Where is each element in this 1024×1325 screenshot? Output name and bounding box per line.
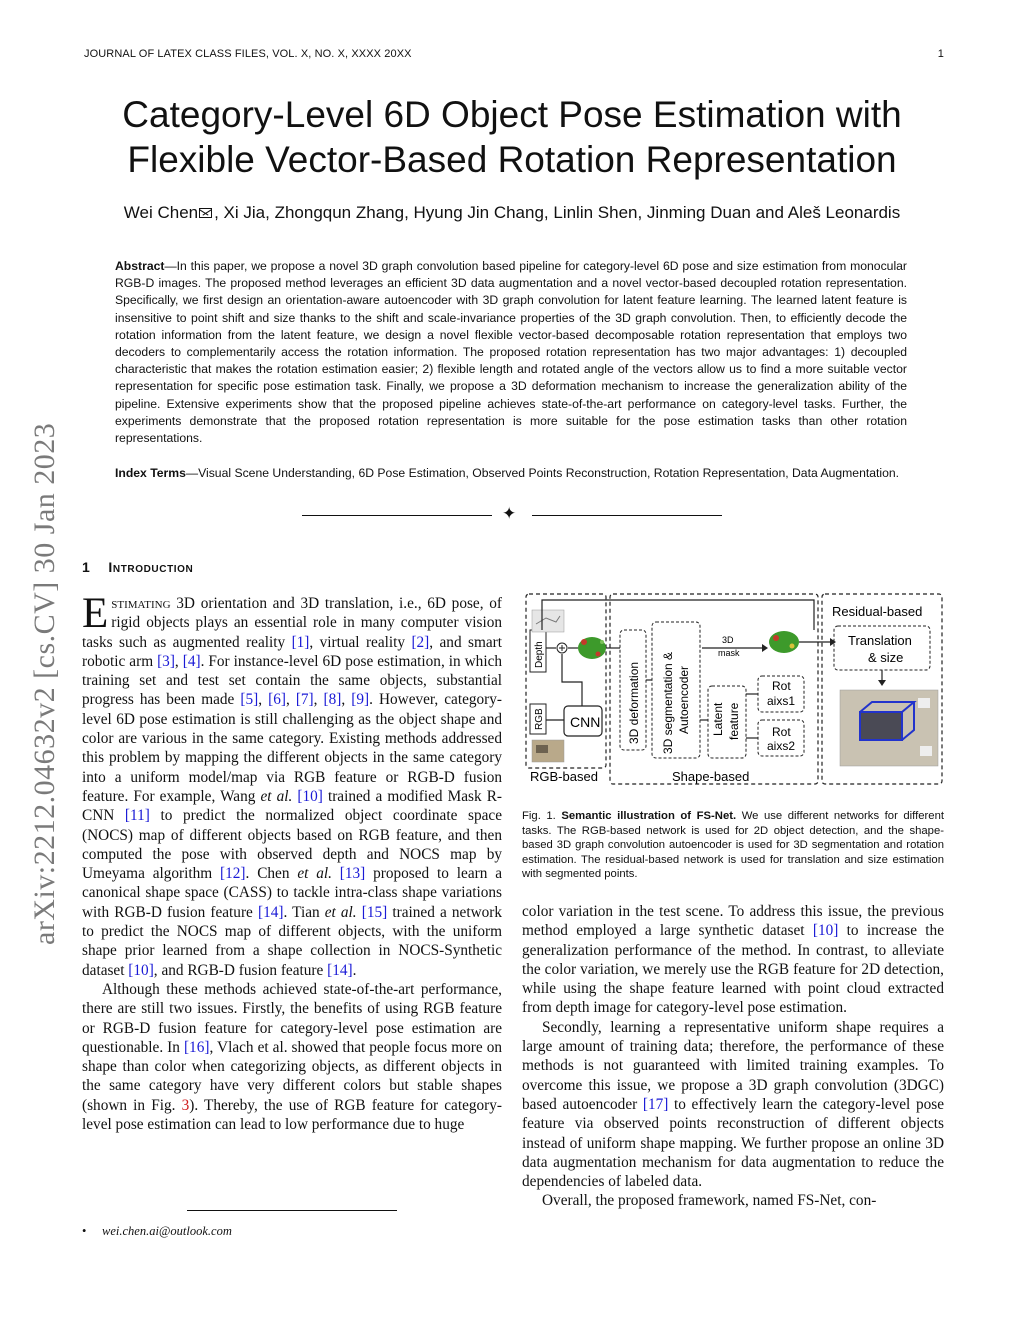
section-number: 1 — [82, 559, 91, 575]
author-list — [60, 203, 964, 223]
right-paragraph-1: color variation in the test scene. To address this issue, the previous method employed a large synthetic dataset [10] to increase the generalization performance of the method. In contrast, to alleviate the color variation, we merely use the RGB feature for 2D detection, while using the shape feature learned with point cloud extracted from depth image for category-level pose estimation. — [522, 903, 944, 1017]
page-number: 1 — [937, 48, 944, 60]
latent-label: Latent — [711, 702, 725, 736]
citation-link[interactable]: [1] — [291, 633, 310, 651]
residual-based-label: Residual-based — [832, 604, 923, 619]
citation-link[interactable]: [6] — [268, 691, 286, 709]
feature-label: feature — [727, 702, 741, 740]
arxiv-stamp: arXiv:2212.04632v2 [cs.CV] 30 Jan 2023 — [28, 422, 61, 945]
index-terms-text: —Visual Scene Understanding, 6D Pose Estimation, Observed Points Reconstruction, Rotation Representation, Data Augmentation. — [185, 466, 900, 480]
envelope-icon — [199, 208, 212, 218]
citation-link[interactable]: [3] — [157, 652, 175, 670]
citation-link[interactable]: [8] — [323, 691, 342, 709]
author-email: wei.chen.ai@outlook.com — [102, 1224, 232, 1238]
citation-link[interactable]: [7] — [295, 691, 314, 709]
mask-word-label: mask — [718, 648, 740, 658]
right-column — [522, 902, 944, 1211]
divider-line-left — [302, 515, 492, 516]
divider-star-icon: ✦ — [502, 504, 517, 524]
caption-label: Fig. 1. — [522, 810, 556, 822]
first-author: Wei Chen — [123, 203, 199, 222]
citation-link[interactable]: [13] — [339, 865, 366, 883]
depth-image — [532, 610, 564, 632]
drop-cap: E — [82, 590, 109, 637]
rot-axis1-label-a: Rot — [772, 679, 791, 693]
segmentation-label-line1: 3D segmentation & — [661, 651, 675, 754]
citation-link[interactable]: [4] — [182, 652, 201, 670]
figure-caption — [522, 809, 944, 882]
left-column — [82, 590, 503, 1134]
right-paragraph-3: Overall, the proposed framework, named FS-Net, con- — [542, 1192, 877, 1210]
other-authors: , Xi Jia, Zhongqun Zhang, Hyung Jin Chang, Linlin Shen, Jinming Duan and Aleš Leonardis — [214, 203, 901, 222]
fsnet-figure — [522, 590, 946, 790]
divider-line-right — [532, 515, 722, 516]
deformation-label: 3D deformation — [627, 661, 641, 744]
citation-link[interactable]: [10] — [812, 922, 839, 940]
size-label: & size — [868, 650, 904, 665]
rot-axis2-label-b: aixs2 — [767, 739, 796, 753]
running-header — [84, 48, 944, 60]
abstract-text: —In this paper, we propose a novel 3D graph convolution based pipeline for category-level 6D pose and size estimation from monocular RGB-D images. The proposed method leverages an efficient 3D data augmentation and a novel vector-based decoupled rotation representation. Specifically, we first design an orientation-aware autoencoder with 3D graph convolution for latent feature learning. The learned latent feature is insensitive to point shift and size thanks to the shift and scale-invariance properties of the 3D graph convolution. Then, to efficiently decode the rotation information from the latent feature, we design a novel flexible vector-based decomposable rotation representation that employs two decoders to complementarily access the rotation information. The proposed rotation representation has two major advantages: 1) decoupled characteristic that makes the rotation estimation easier; 2) flexible length and rotated angle of the vectors allow us to find a more suitable vector representation for specific pose estimation task. Finally, we propose a 3D deformation mechanism to increase the generalization ability of the pipeline. Extensive experiments show that the proposed pipeline achieves state-of-the-art performance on category-level tasks. Further, the experiments demonstrate that the proposed rotation representation is more suitable for the pose estimation tasks than other rotation representations. — [115, 259, 907, 446]
point-cloud-segmented — [769, 631, 799, 653]
citation-link[interactable]: [11] — [124, 807, 150, 825]
section-heading — [82, 559, 193, 575]
citation-link[interactable]: [14] — [257, 903, 284, 921]
translation-label: Translation — [848, 633, 912, 648]
shape-based-label: Shape-based — [672, 769, 750, 784]
journal-name: JOURNAL OF LATEX CLASS FILES, VOL. X, NO. X, XXXX 20XX — [84, 48, 412, 60]
figure-reference-link[interactable]: 3 — [181, 1096, 190, 1114]
rgb-based-label: RGB-based — [530, 769, 598, 784]
citation-link[interactable]: [15] — [361, 903, 388, 921]
intro-paragraph-1: Estimating 3D orientation and 3D translation, i.e., 6D pose, of rigid objects plays an essential role in many computer vision tasks such as augmented reality [1], virtual reality [2], and smart robotic arm [3], [4]. For instance-level 6D pose estimation, in which training set and test set contain the same objects, substantial progress has been made [5], [6], [7], [8], [9]. However, category-level 6D pose estimation is still challenging as the object shape and color are various in the same category. Existing methods addressed this problem by mapping the different objects in the same category into a uniform model/map via RGB feature or RGB-D fusion feature. For example, Wang et al. [10] trained a modified Mask R-CNN [11] to predict the normalized object coordinate space (NOCS) map of different objects based on RGB feature, and then computed the pose with observed depth and NOCS map by Umeyama algorithm [12]. Chen et al. [13] proposed to learn a canonical shape space (CASS) to tackle intra-class shape variations with RGB-D fusion feature [14]. Tian et al. [15] trained a network to predict the NOCS map of different objects, with the uniform shape prior learned from a shape collection in NOCS-Synthetic dataset [10], and RGB-D fusion feature [14]. — [82, 590, 503, 979]
citation-link[interactable]: [12] — [220, 865, 246, 883]
citation-link[interactable]: [16] — [183, 1038, 210, 1056]
mask-3d-label: 3D — [722, 635, 734, 645]
footnote — [82, 1224, 232, 1239]
abstract-label: Abstract — [115, 259, 165, 273]
footnote-bullet: • — [82, 1224, 87, 1238]
point-cloud-input — [578, 637, 606, 659]
citation-link[interactable]: [14] — [327, 961, 353, 979]
abstract — [115, 258, 907, 447]
citation-link[interactable]: [5] — [240, 691, 259, 709]
rgb-label: RGB — [534, 708, 545, 730]
segmentation-autoencoder-box — [652, 622, 700, 758]
caption-bold: Semantic illustration of FS-Net. — [561, 810, 737, 822]
citation-link[interactable]: [17] — [642, 1095, 669, 1113]
index-terms-label: Index Terms — [115, 466, 186, 480]
citation-link[interactable]: [10] — [128, 961, 154, 979]
caption-text: We use different networks for different tasks. The RGB-based network is used for 2D object detection, and the shape-based 3D graph convolution autoencoder is used for 3D segmentation and rotation estimation. The residual-based network is used for translation and size estimation with segmented points. — [522, 810, 944, 880]
intro-paragraph-2: Although these methods achieved state-of-the-art performance, there are still two issues. Firstly, the benefits of using RGB feature or RGB-D fusion feature for category-level pose estimation are questionable. In [16], Vlach et al. showed that people focus more on shape than color when categorizing objects, as different objects in the same category have very different colors but stable shapes (shown in Fig. 3). Thereby, the use of RGB feature for category-level pose estimation can lead to low performance due to huge — [82, 980, 503, 1134]
right-paragraph-2: Secondly, learning a representative uniform shape requires a large amount of training data; therefore, the performance of these methods is not guaranteed with limited training examples. To overcome this issue, we propose a 3D graph convolution (3DGC) based autoencoder [17] to effectively learn the category-level pose feature via observed points reconstruction of different objects instead of uniform shape mapping. We further propose an online 3D data augmentation mechanism for data augmentation to reduce the dependencies of labeled data. — [522, 1018, 944, 1191]
index-terms — [115, 465, 907, 482]
cnn-label: CNN — [570, 714, 601, 730]
segmentation-label-line2: Autoencoder — [677, 665, 691, 734]
paper-title: Category-Level 6D Object Pose Estimation with Flexible Vector-Based Rotation Representation — [122, 94, 902, 180]
citation-link[interactable]: [2] — [411, 633, 430, 651]
section-title: Introduction — [108, 559, 194, 575]
rot-axis2-label-a: Rot — [772, 725, 791, 739]
footnote-rule — [187, 1210, 397, 1211]
citation-link[interactable]: [9] — [351, 691, 370, 709]
depth-label: Depth — [534, 641, 545, 668]
rot-axis1-label-b: aixs1 — [767, 694, 796, 708]
section-divider — [302, 504, 722, 527]
citation-link[interactable]: [10] — [297, 787, 323, 805]
